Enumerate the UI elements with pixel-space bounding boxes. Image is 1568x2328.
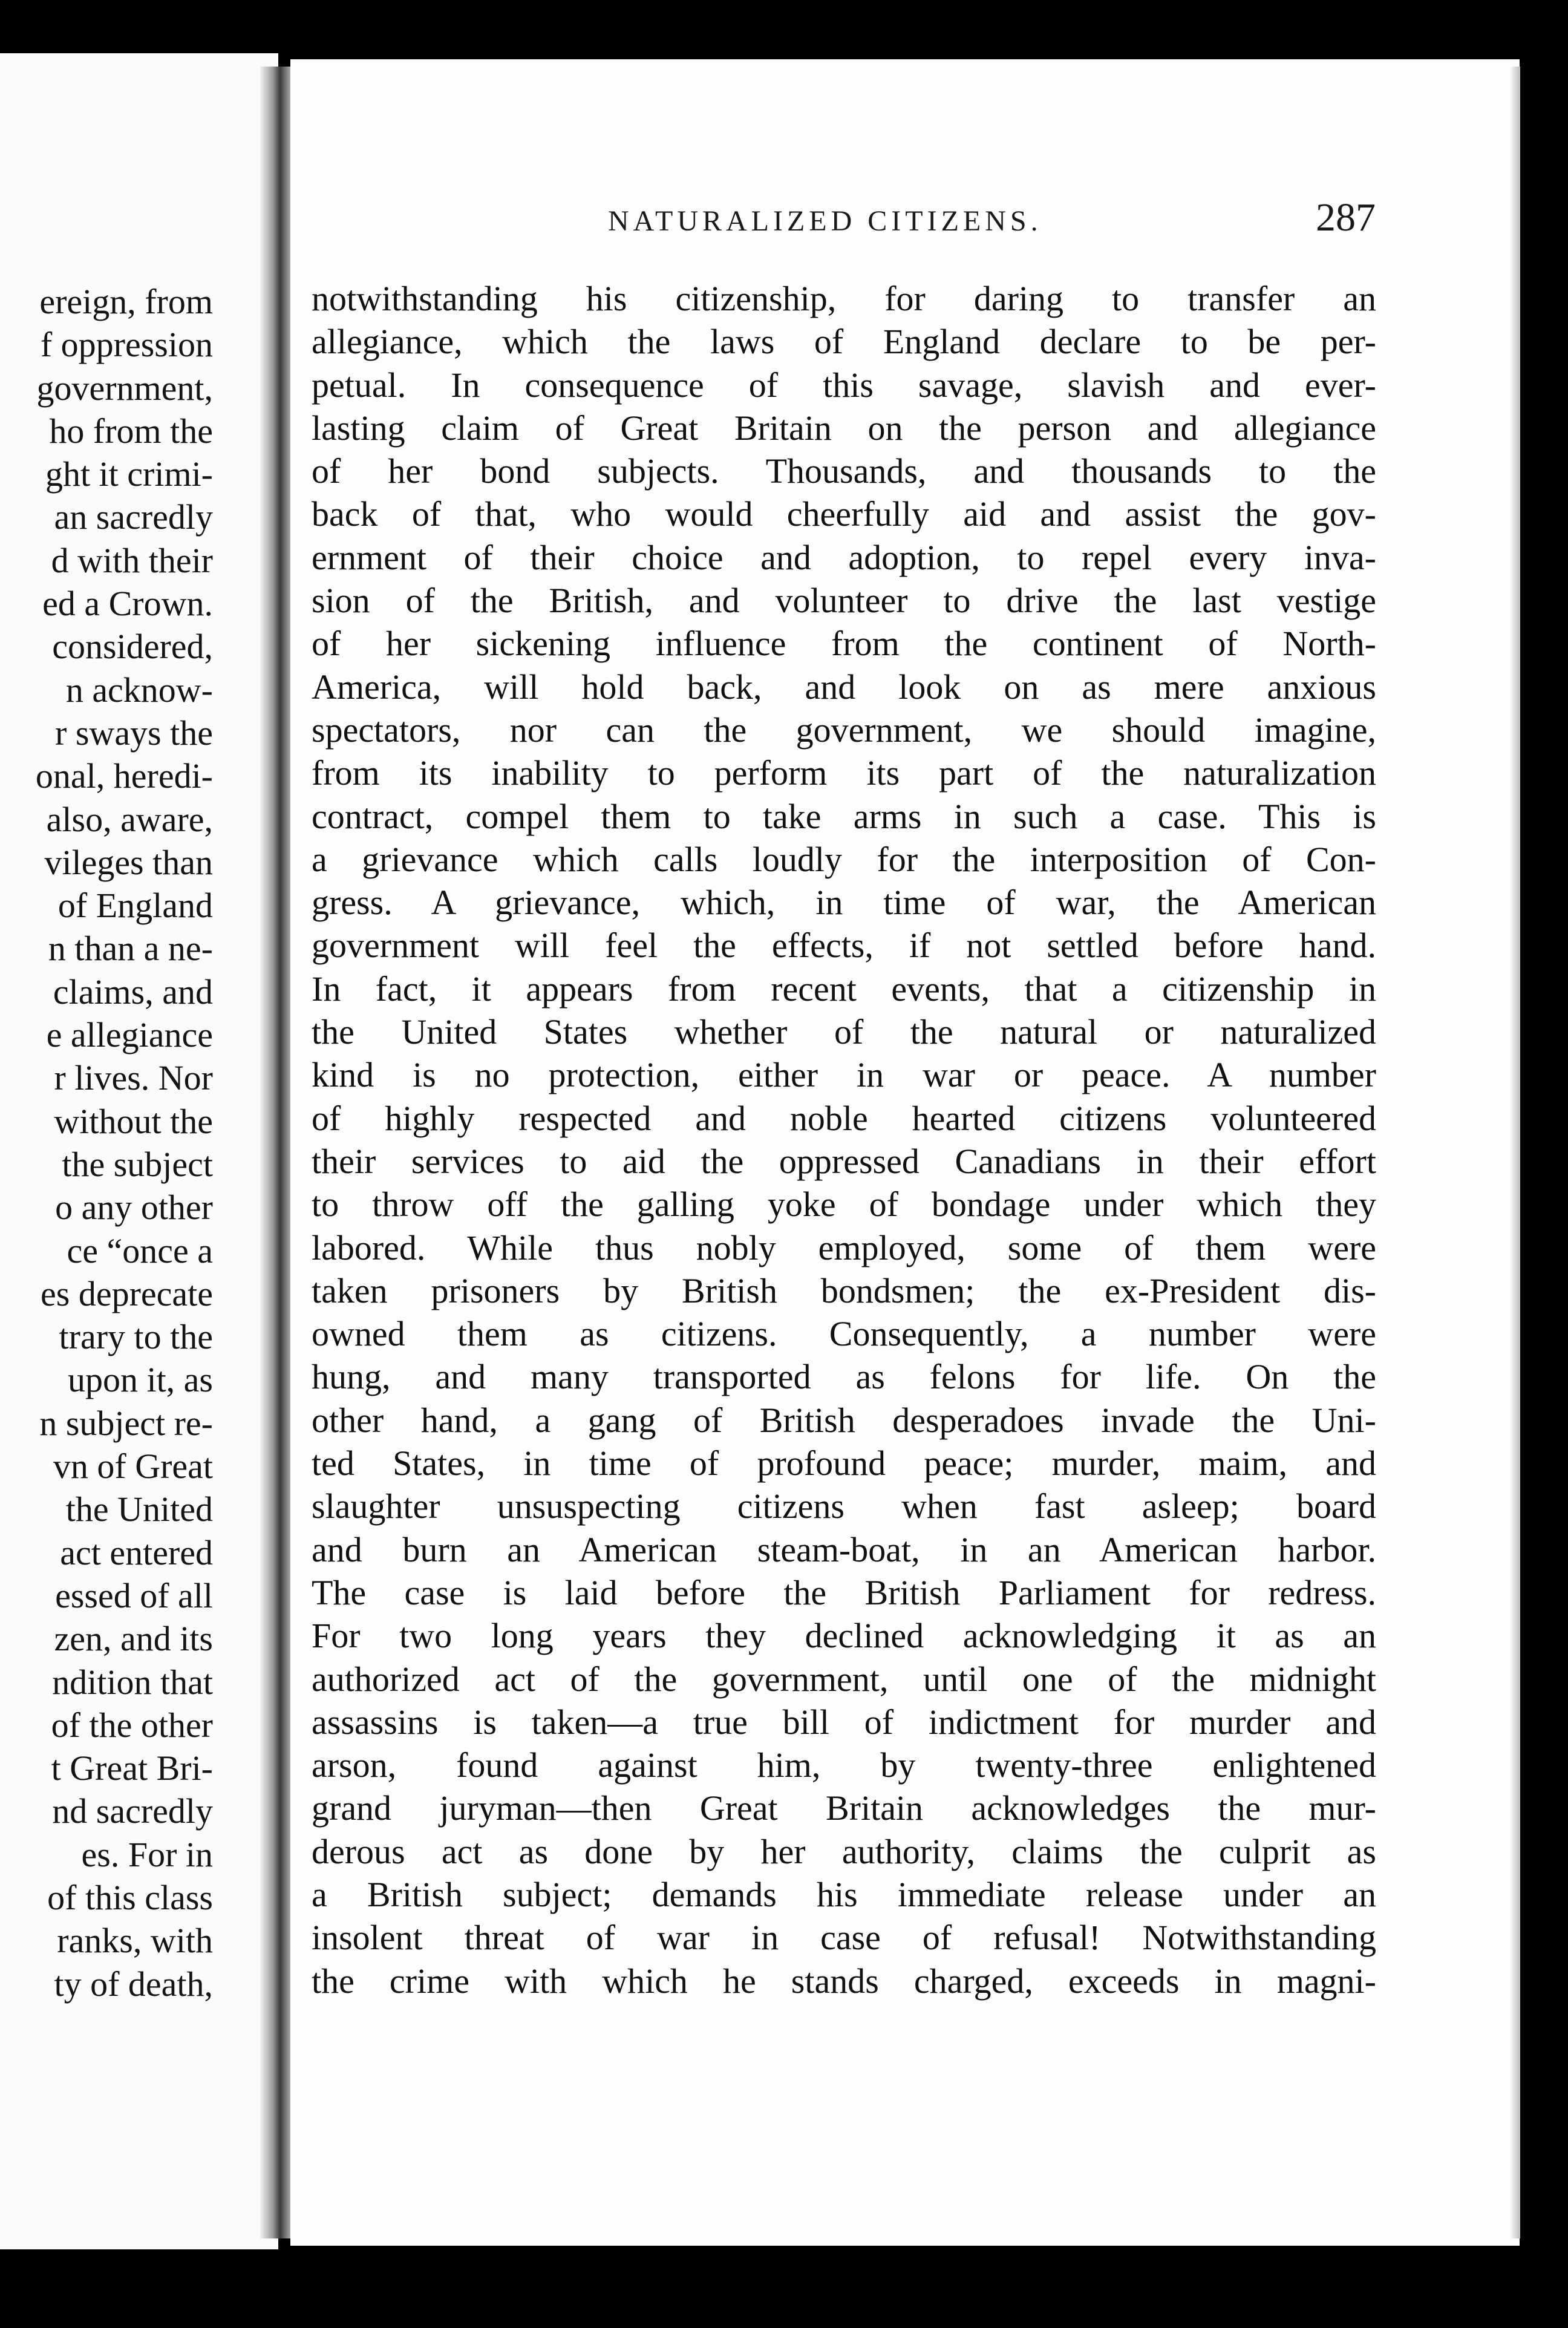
left-page-line: the United — [65, 1489, 213, 1529]
left-page-line: vileges than — [44, 842, 213, 882]
left-page-line: t Great Bri- — [51, 1748, 213, 1788]
body-text-line: other hand, a gang of British desperadoes invade the Uni- — [312, 1400, 1376, 1440]
body-text-line: gress. A grievance, which, in time of war, the American — [312, 883, 1376, 923]
left-page-line: ce “once a — [67, 1231, 213, 1270]
body-text-line: the crime with which he stands charged, exceeds in magni- — [312, 1961, 1376, 2001]
left-page-line: of England — [57, 886, 213, 926]
left-page-line: ho from the — [49, 411, 213, 451]
left-page-line: vn of Great — [53, 1447, 213, 1486]
body-text-line: to throw off the galling yoke of bondage under which they — [312, 1185, 1376, 1224]
left-page-line: ereign, from — [39, 282, 213, 321]
left-page-line: o any other — [55, 1188, 213, 1228]
left-page-line: e allegiance — [46, 1015, 213, 1055]
left-page-line: r lives. Nor — [54, 1058, 213, 1098]
left-page-line: essed of all — [55, 1575, 213, 1615]
body-text-line: kind is no protection, either in war or peace. A number — [312, 1055, 1376, 1095]
left-page-line: of this class — [47, 1877, 213, 1917]
body-text-line: hung, and many transported as felons for life. On the — [312, 1357, 1376, 1397]
left-page-line: es. For in — [81, 1834, 213, 1874]
left-page-line: ty of death, — [54, 1964, 213, 2004]
body-text-line: a grievance which calls loudly for the interposition of Con- — [312, 839, 1376, 879]
body-text-line: of highly respected and noble hearted citizens volunteered — [312, 1098, 1376, 1138]
left-page-line: considered, — [52, 627, 213, 667]
body-text-line: assassins is taken—a true bill of indictment for murder and — [312, 1702, 1376, 1742]
body-text-line: grand juryman—then Great Britain acknowledges the mur- — [312, 1788, 1376, 1828]
left-page-line: ranks, with — [57, 1921, 213, 1961]
running-head: NATURALIZED CITIZENS. — [608, 205, 1042, 237]
left-page-line: trary to the — [59, 1317, 213, 1357]
body-text-line: their services to aid the oppressed Canadians in their effort — [312, 1141, 1376, 1181]
body-text-line: government will feel the effects, if not settled before hand. — [312, 926, 1376, 966]
body-text-line: and burn an American steam-boat, in an American harbor. — [312, 1529, 1376, 1569]
left-page-line: f oppression — [40, 325, 213, 365]
body-text-line: insolent threat of war in case of refusal! Notwithstanding — [312, 1918, 1376, 1958]
left-page-line: n acknow- — [65, 670, 213, 710]
body-text-line: the United States whether of the natural or naturalized — [312, 1012, 1376, 1052]
left-page-line: ght it crimi- — [45, 454, 213, 494]
left-page-line: government, — [36, 368, 213, 408]
page-number: 287 — [1316, 195, 1376, 240]
left-page-line: act entered — [60, 1532, 213, 1572]
body-text-line: from its inability to perform its part of the naturalization — [312, 753, 1376, 793]
body-text-line: allegiance, which the laws of England declare to be per- — [312, 322, 1376, 362]
left-page-line: onal, heredi- — [35, 756, 213, 796]
left-page-line: ndition that — [52, 1662, 213, 1702]
left-page-line: es deprecate — [41, 1274, 213, 1313]
body-text-line: slaughter unsuspecting citizens when fast asleep; board — [312, 1486, 1376, 1526]
body-text-line: back of that, who would cheerfully aid and assist the gov- — [312, 494, 1376, 534]
left-page-line: without the — [54, 1101, 213, 1141]
body-text-line: derous act as done by her authority, claims the culprit as — [312, 1831, 1376, 1871]
left-page-line: of the other — [51, 1705, 213, 1745]
left-page-line: n than a ne- — [48, 929, 213, 969]
body-text-line: authorized act of the government, until one of the midnight — [312, 1659, 1376, 1699]
body-text-line: of her bond subjects. Thousands, and thousands to the — [312, 451, 1376, 491]
left-page-line: upon it, as — [67, 1360, 213, 1400]
left-page-line: claims, and — [53, 972, 213, 1012]
body-text-line: taken prisoners by British bondsmen; the ex-President dis- — [312, 1270, 1376, 1310]
left-page-line: ed a Crown. — [42, 584, 213, 624]
body-text-line: notwithstanding his citizenship, for daring to transfer an — [312, 279, 1376, 318]
body-text-line: owned them as citizens. Consequently, a number were — [312, 1314, 1376, 1354]
body-text-line: arson, found against him, by twenty-three enlightened — [312, 1745, 1376, 1785]
body-text-line: petual. In consequence of this savage, slavish and ever- — [312, 365, 1376, 405]
body-text-line: America, will hold back, and look on as mere anxious — [312, 667, 1376, 707]
body-text-line: For two long years they declined acknowledging it as an — [312, 1616, 1376, 1656]
body-text-line: spectators, nor can the government, we should imagine, — [312, 710, 1376, 750]
left-page-line: the subject — [62, 1144, 213, 1184]
body-text-line: contract, compel them to take arms in such a case. This is — [312, 796, 1376, 836]
body-text — [312, 277, 1376, 2003]
body-text-line: ernment of their choice and adoption, to repel every inva- — [312, 537, 1376, 577]
body-text-line: ted States, in time of profound peace; murder, maim, and — [312, 1444, 1376, 1483]
body-text-line: The case is laid before the British Parliament for redress. — [312, 1572, 1376, 1612]
left-page-text — [36, 280, 213, 2006]
left-page-line: zen, and its — [54, 1619, 213, 1659]
body-text-line: of her sickening influence from the continent of North- — [312, 624, 1376, 664]
left-page — [0, 53, 278, 2249]
left-page-line: d with their — [51, 540, 213, 580]
body-text-line: lasting claim of Great Britain on the person and allegiance — [312, 408, 1376, 448]
body-text-line: a British subject; demands his immediate release under an — [312, 1874, 1376, 1914]
body-text-line: sion of the British, and volunteer to drive the last vestige — [312, 581, 1376, 621]
left-page-line: r sways the — [55, 713, 213, 753]
left-page-line: nd sacredly — [52, 1791, 213, 1831]
left-page-line: n subject re- — [39, 1403, 213, 1443]
page-edge — [1509, 67, 1520, 2238]
body-text-line: In fact, it appears from recent events, that a citizenship in — [312, 969, 1376, 1009]
left-page-line: an sacredly — [54, 497, 213, 537]
left-page-line: also, aware, — [46, 799, 213, 839]
body-text-line: labored. While thus nobly employed, some of them were — [312, 1228, 1376, 1267]
